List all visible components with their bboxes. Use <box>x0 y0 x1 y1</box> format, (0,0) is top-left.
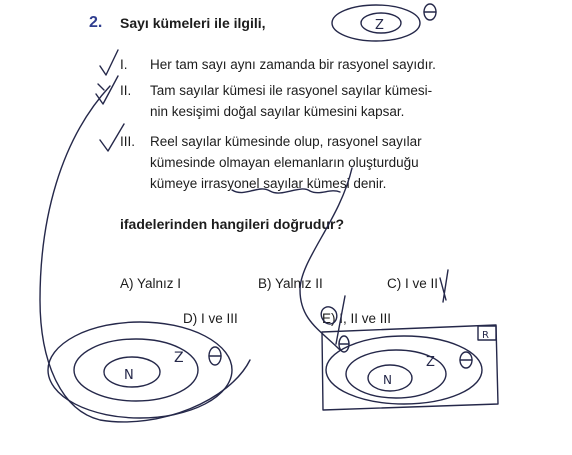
statement-1-line-1: Her tam sayı aynı zamanda bir rasyonel sayıdır. <box>150 57 436 72</box>
option-e-circle <box>321 307 337 324</box>
statement-3-roman: III. <box>120 134 136 149</box>
option-c-mark <box>440 270 448 302</box>
statement-3-line-1: Reel sayılar kümesinde olup, rasyonel sayılar <box>150 134 422 149</box>
left-n-label: N <box>124 368 134 383</box>
option-e-slash <box>336 296 345 344</box>
left-outer-ellipse <box>48 322 232 418</box>
right-theta-doodle-top <box>339 336 349 352</box>
wavy-underline <box>232 189 340 193</box>
right-n-label: N <box>383 373 392 387</box>
option-c[interactable]: C) I ve II <box>387 276 439 291</box>
question-prompt: ifadelerinden hangileri doğrudur? <box>120 216 345 232</box>
statement-3-line-2: kümesinde olmayan elemanların oluşturduğu <box>150 155 419 170</box>
question-number: 2. <box>89 14 103 31</box>
top-theta-doodle <box>424 4 436 20</box>
statement-1-roman: I. <box>120 57 128 72</box>
statement-2-line-1: Tam sayılar kümesi ile rasyonel sayılar kümesi- <box>150 83 433 98</box>
curve-stroke-left <box>40 86 250 422</box>
option-a[interactable]: A) Yalnız I <box>120 276 182 291</box>
statement-2-line-2: nin kesişimi doğal sayılar kümesini kapsar. <box>150 104 405 119</box>
option-b[interactable]: B) Yalnız II <box>258 276 323 291</box>
left-middle-ellipse <box>74 339 198 401</box>
check-mark-3 <box>100 124 124 151</box>
top-z-label: Z <box>375 18 384 33</box>
option-d[interactable]: D) I ve III <box>183 311 238 326</box>
statement-3-line-3: kümeye irrasyonel sayılar kümesi denir. <box>150 176 387 191</box>
question-title: Sayı kümeleri ile ilgili, <box>120 15 266 31</box>
right-z-label: Z <box>426 355 435 370</box>
right-r-label: R <box>482 330 489 341</box>
left-theta-doodle <box>209 347 221 365</box>
statement-2-roman: II. <box>120 83 132 98</box>
check-mark-1 <box>100 50 118 75</box>
right-theta-doodle-side <box>460 352 472 368</box>
left-z-label: Z <box>174 350 184 366</box>
option-e[interactable]: E) I, II ve III <box>322 311 392 326</box>
